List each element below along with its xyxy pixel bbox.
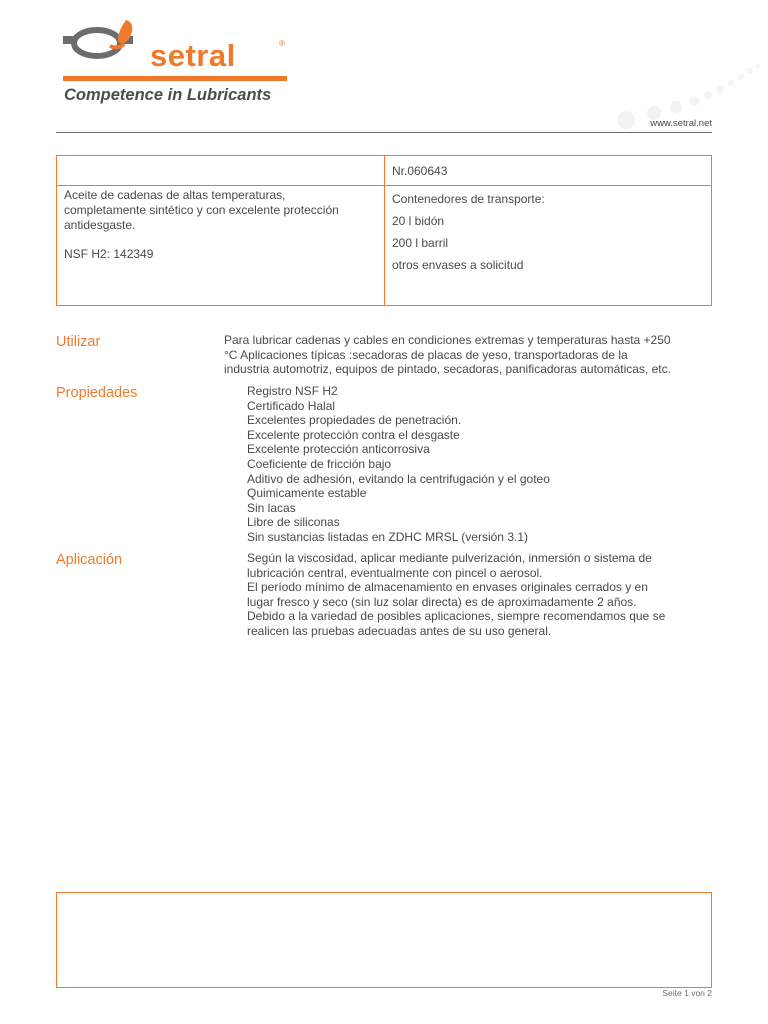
section-body-utilizar: Para lubricar cadenas y cables en condiciones extremas y temperaturas hasta +250 °C Aplicaciones típicas :secadoras de placas de yeso, transportadoras de la industria automotriz, equipos de pintado, secadoras, panificadoras automáticas, etc. bbox=[224, 333, 671, 377]
list-item: Excelente protección anticorrosiva bbox=[247, 442, 430, 457]
brand-underline bbox=[63, 76, 287, 81]
container-item: 200 l barril bbox=[392, 236, 449, 250]
section-title-aplicacion: Aplicación bbox=[56, 552, 123, 568]
container-item: otros envases a solicitud bbox=[392, 258, 524, 272]
registered-mark: ® bbox=[279, 39, 285, 48]
list-item: Sin lacas bbox=[247, 500, 296, 515]
list-item: Registro NSF H2 bbox=[247, 384, 338, 398]
list-item: Aditivo de adhesión, evitando la centrifugación y el goteo bbox=[247, 471, 550, 486]
product-info-table bbox=[56, 155, 712, 306]
page-number: Seite 1 von 2 bbox=[662, 988, 712, 998]
containers-label: Contenedores de transporte: bbox=[392, 192, 545, 206]
list-item: Sin sustancias listadas en ZDHC MRSL (versión 3.1) bbox=[247, 529, 528, 544]
list-item: Excelente protección contra el desgaste bbox=[247, 427, 460, 442]
brand-name: setral bbox=[150, 38, 236, 73]
table-divider-vertical bbox=[384, 156, 385, 305]
container-item: 20 l bidón bbox=[392, 214, 445, 228]
header-divider bbox=[56, 132, 712, 133]
list-item: Libre de siliconas bbox=[247, 515, 340, 530]
section-title-propiedades: Propiedades bbox=[56, 385, 138, 401]
table-divider-horizontal bbox=[57, 185, 711, 186]
list-item: Coeficiente de fricción bajo bbox=[247, 456, 392, 471]
section-title-utilizar: Utilizar bbox=[56, 334, 101, 350]
nsf-registration: NSF H2: 142349 bbox=[64, 247, 154, 261]
website-link[interactable]: www.setral.net bbox=[650, 118, 712, 129]
footer-box bbox=[56, 892, 712, 988]
product-number: Nr.060643 bbox=[392, 164, 448, 178]
tagline: Competence in Lubricants bbox=[64, 86, 272, 104]
list-item: Excelentes propiedades de penetración. bbox=[247, 413, 462, 428]
section-body-aplicacion: Según la viscosidad, aplicar mediante pulverización, inmersión o sistema de lubricación central, eventualmente con pincel o aerosol. El período mínimo de almacenamiento en envases originales cerrados y en lugar fresco y seco (sin luz solar directa) es de aproximadamente 2 años. Debido a la variedad de posibles aplicaciones, siempre recomendamos que se realicen las pruebas adecuadas antes de su uso general. bbox=[247, 551, 666, 638]
list-item: Certificado Halal bbox=[247, 398, 336, 413]
list-item: Quimicamente estable bbox=[247, 486, 367, 501]
product-description: Aceite de cadenas de altas temperaturas, completamente sintético y con excelente protección antidesgaste. bbox=[64, 188, 339, 232]
properties-list bbox=[247, 384, 550, 545]
